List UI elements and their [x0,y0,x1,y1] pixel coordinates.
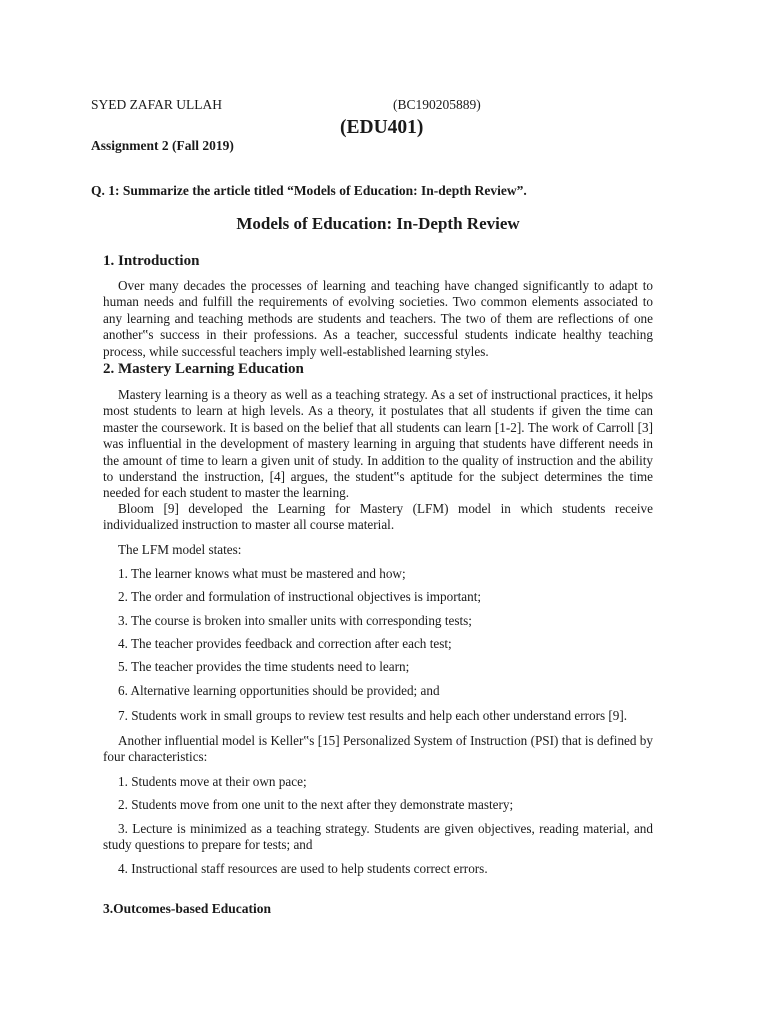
lfm-list-item: 7. Students work in small groups to review test results and help each other understand errors [9]. [118,708,628,723]
introduction-paragraph: Over many decades the processes of learning and teaching have changed significantly to adapt to human needs and fulfill the requirements of evolving societies. Two common elements associated to any learning and teaching methods are students and teachers. The two of them are reflections of one another‟s success in their professions. As a teacher, successful students indicate healthy teaching process, while successful teachers imply well-established learning styles. [103,278,653,359]
lfm-list-item: 4. The teacher provides feedback and correction after each test; [118,636,452,651]
section-heading-introduction: 1. Introduction [103,253,200,269]
lfm-list-item: 2. The order and formulation of instructional objectives is important; [118,589,482,604]
psi-list-item: 4. Instructional staff resources are used to help students correct errors. [118,861,488,876]
keller-paragraph: Another influential model is Keller‟s [15] Personalized System of Instruction (PSI) that is defined by four characteristics: [103,733,653,765]
assignment-label: Assignment 2 (Fall 2019) [91,138,234,153]
lfm-list-item: 5. The teacher provides the time students need to learn; [118,659,410,674]
lfm-list-item: 3. The course is broken into smaller units with corresponding tests; [118,613,472,628]
lfm-intro: The LFM model states: [118,542,242,557]
article-title: Models of Education: In-Depth Review [236,214,520,233]
course-code: (EDU401) [340,117,424,138]
psi-list-item: 3. Lecture is minimized as a teaching strategy. Students are given objectives, reading material, and study questions to prepare for tests; and [103,821,653,853]
student-name: SYED ZAFAR ULLAH [91,97,222,112]
lfm-list-item: 6. Alternative learning opportunities should be provided; and [118,683,440,698]
section-heading-mastery: 2. Mastery Learning Education [103,361,304,377]
student-id: (BC190205889) [393,97,481,112]
mastery-paragraph: Mastery learning is a theory as well as a teaching strategy. As a set of instructional practices, it helps most students to learn at high levels. As a theory, it postulates that all students if given the time can master the coursework. It is based on the belief that all students can learn [1-2]. The work of Carroll [3] was influential in the development of mastery learning in arguing that students have different needs in the amount of time to learn a given unit of study. In addition to the quality of instruction and the ability to understand the instruction, [4] argues, the student‟s aptitude for the subject determines the time needed for each student to master the learning. [103,387,653,501]
lfm-list-item: 1. The learner knows what must be mastered and how; [118,566,406,581]
bloom-paragraph: Bloom [9] developed the Learning for Mastery (LFM) model in which students receive individualized instruction to master all course material. [103,501,653,533]
question-text: Q. 1: Summarize the article titled “Models of Education: In-depth Review”. [91,183,527,198]
psi-list-item: 1. Students move at their own pace; [118,774,307,789]
section-heading-outcomes: 3.Outcomes-based Education [103,901,272,916]
psi-list-item: 2. Students move from one unit to the next after they demonstrate mastery; [118,797,514,812]
